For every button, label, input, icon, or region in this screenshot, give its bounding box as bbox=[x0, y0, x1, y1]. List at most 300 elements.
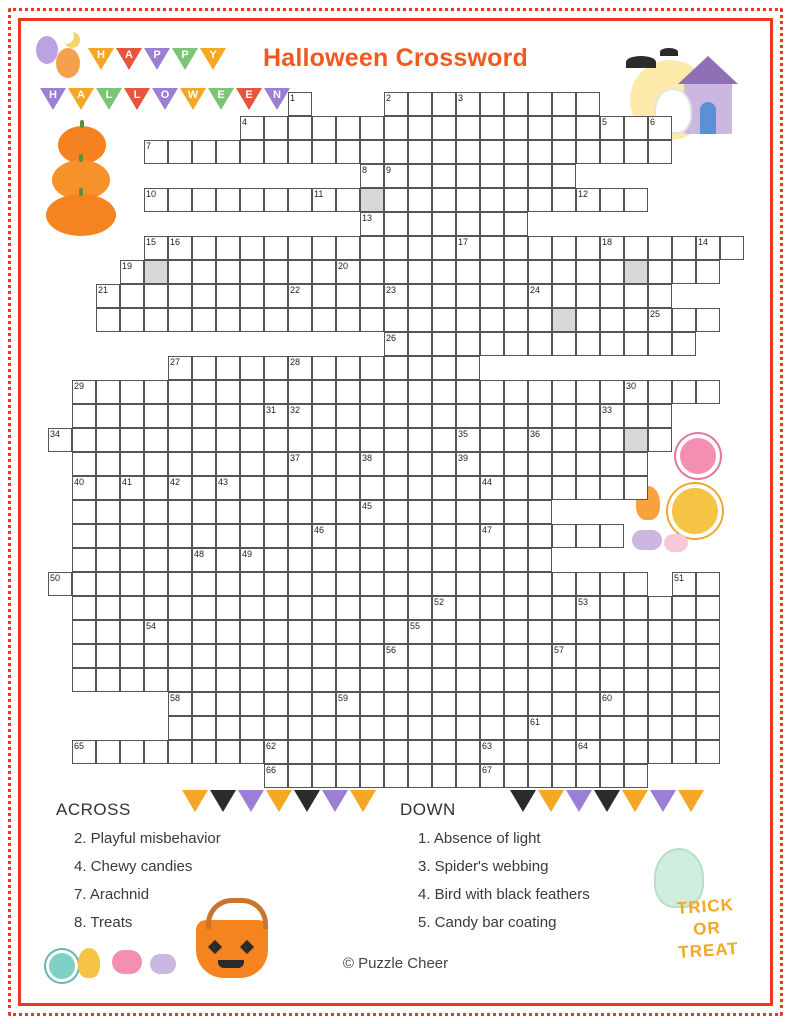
grid-cell[interactable] bbox=[648, 740, 672, 764]
grid-cell[interactable] bbox=[504, 668, 528, 692]
grid-cell[interactable] bbox=[432, 188, 456, 212]
grid-cell[interactable] bbox=[312, 524, 336, 548]
grid-cell[interactable] bbox=[624, 476, 648, 500]
grid-cell[interactable] bbox=[672, 332, 696, 356]
grid-cell[interactable] bbox=[528, 692, 552, 716]
grid-cell[interactable] bbox=[336, 380, 360, 404]
grid-cell[interactable] bbox=[480, 500, 504, 524]
grid-cell[interactable] bbox=[480, 116, 504, 140]
grid-cell[interactable] bbox=[312, 596, 336, 620]
grid-cell[interactable] bbox=[552, 164, 576, 188]
grid-cell[interactable] bbox=[96, 524, 120, 548]
grid-cell[interactable] bbox=[192, 188, 216, 212]
grid-cell[interactable] bbox=[240, 692, 264, 716]
grid-cell[interactable] bbox=[456, 764, 480, 788]
grid-cell[interactable] bbox=[120, 548, 144, 572]
grid-cell[interactable] bbox=[264, 308, 288, 332]
grid-cell[interactable] bbox=[384, 692, 408, 716]
grid-cell[interactable] bbox=[504, 476, 528, 500]
grid-cell[interactable] bbox=[480, 452, 504, 476]
grid-cell[interactable] bbox=[576, 236, 600, 260]
grid-cell[interactable] bbox=[600, 260, 624, 284]
grid-cell[interactable] bbox=[552, 524, 576, 548]
grid-cell[interactable] bbox=[576, 380, 600, 404]
grid-cell[interactable] bbox=[384, 620, 408, 644]
grid-cell[interactable] bbox=[504, 164, 528, 188]
grid-cell[interactable] bbox=[96, 644, 120, 668]
grid-cell[interactable] bbox=[168, 308, 192, 332]
grid-cell[interactable] bbox=[624, 236, 648, 260]
grid-cell[interactable] bbox=[240, 524, 264, 548]
grid-cell[interactable] bbox=[192, 524, 216, 548]
grid-cell[interactable] bbox=[432, 260, 456, 284]
grid-cell[interactable] bbox=[288, 764, 312, 788]
grid-cell[interactable] bbox=[192, 740, 216, 764]
grid-cell[interactable] bbox=[504, 188, 528, 212]
grid-cell[interactable] bbox=[120, 404, 144, 428]
grid-cell[interactable] bbox=[168, 740, 192, 764]
grid-cell[interactable] bbox=[576, 764, 600, 788]
grid-cell[interactable] bbox=[552, 692, 576, 716]
grid-cell[interactable] bbox=[240, 476, 264, 500]
grid-cell[interactable] bbox=[648, 380, 672, 404]
grid-cell[interactable] bbox=[528, 284, 552, 308]
grid-cell[interactable] bbox=[192, 356, 216, 380]
grid-cell[interactable] bbox=[288, 740, 312, 764]
grid-cell[interactable] bbox=[480, 92, 504, 116]
grid-cell[interactable] bbox=[168, 692, 192, 716]
grid-cell[interactable] bbox=[504, 308, 528, 332]
grid-cell[interactable] bbox=[384, 476, 408, 500]
grid-cell[interactable] bbox=[96, 620, 120, 644]
grid-cell[interactable] bbox=[360, 380, 384, 404]
grid-cell[interactable] bbox=[120, 740, 144, 764]
grid-cell[interactable] bbox=[432, 716, 456, 740]
grid-cell[interactable] bbox=[408, 476, 432, 500]
grid-cell[interactable] bbox=[624, 692, 648, 716]
grid-cell[interactable] bbox=[360, 164, 384, 188]
grid-cell[interactable] bbox=[456, 644, 480, 668]
grid-cell[interactable] bbox=[288, 356, 312, 380]
grid-cell[interactable] bbox=[408, 188, 432, 212]
grid-cell[interactable] bbox=[648, 284, 672, 308]
grid-cell[interactable] bbox=[360, 356, 384, 380]
grid-cell[interactable] bbox=[312, 404, 336, 428]
grid-cell[interactable] bbox=[432, 572, 456, 596]
grid-cell[interactable] bbox=[144, 572, 168, 596]
grid-cell[interactable] bbox=[384, 500, 408, 524]
grid-cell[interactable] bbox=[360, 572, 384, 596]
grid-cell[interactable] bbox=[456, 716, 480, 740]
grid-cell[interactable] bbox=[240, 404, 264, 428]
grid-cell[interactable] bbox=[504, 116, 528, 140]
grid-cell[interactable] bbox=[408, 92, 432, 116]
grid-cell[interactable] bbox=[696, 308, 720, 332]
grid-cell[interactable] bbox=[312, 260, 336, 284]
grid-cell[interactable] bbox=[552, 764, 576, 788]
grid-cell[interactable] bbox=[408, 140, 432, 164]
grid-cell[interactable] bbox=[120, 308, 144, 332]
grid-cell[interactable] bbox=[600, 380, 624, 404]
grid-cell[interactable] bbox=[624, 404, 648, 428]
grid-cell[interactable] bbox=[216, 548, 240, 572]
grid-cell[interactable] bbox=[528, 140, 552, 164]
grid-cell[interactable] bbox=[288, 572, 312, 596]
grid-cell[interactable] bbox=[504, 92, 528, 116]
grid-cell[interactable] bbox=[168, 236, 192, 260]
grid-cell[interactable] bbox=[528, 452, 552, 476]
grid-cell[interactable] bbox=[504, 500, 528, 524]
grid-cell[interactable] bbox=[168, 500, 192, 524]
grid-cell[interactable] bbox=[144, 548, 168, 572]
grid-cell[interactable] bbox=[120, 668, 144, 692]
grid-cell[interactable] bbox=[216, 692, 240, 716]
grid-cell[interactable] bbox=[408, 260, 432, 284]
grid-cell[interactable] bbox=[648, 308, 672, 332]
grid-cell[interactable] bbox=[648, 692, 672, 716]
grid-cell[interactable] bbox=[480, 308, 504, 332]
grid-cell[interactable] bbox=[456, 164, 480, 188]
grid-cell[interactable] bbox=[168, 548, 192, 572]
grid-cell[interactable] bbox=[528, 740, 552, 764]
grid-cell[interactable] bbox=[312, 500, 336, 524]
grid-cell[interactable] bbox=[504, 212, 528, 236]
grid-cell[interactable] bbox=[624, 188, 648, 212]
grid-cell[interactable] bbox=[288, 308, 312, 332]
grid-cell[interactable] bbox=[600, 644, 624, 668]
grid-cell[interactable] bbox=[240, 116, 264, 140]
grid-cell[interactable] bbox=[384, 764, 408, 788]
grid-cell[interactable] bbox=[192, 596, 216, 620]
grid-cell[interactable] bbox=[240, 308, 264, 332]
grid-cell[interactable] bbox=[96, 380, 120, 404]
grid-cell[interactable] bbox=[336, 236, 360, 260]
grid-cell[interactable] bbox=[264, 116, 288, 140]
grid-cell[interactable] bbox=[432, 644, 456, 668]
grid-cell[interactable] bbox=[528, 764, 552, 788]
grid-cell[interactable] bbox=[576, 692, 600, 716]
grid-cell[interactable] bbox=[504, 452, 528, 476]
grid-cell[interactable] bbox=[408, 452, 432, 476]
grid-cell[interactable] bbox=[192, 644, 216, 668]
grid-cell[interactable] bbox=[216, 572, 240, 596]
grid-cell[interactable] bbox=[624, 332, 648, 356]
grid-cell[interactable] bbox=[264, 596, 288, 620]
grid-cell[interactable] bbox=[96, 452, 120, 476]
grid-cell[interactable] bbox=[240, 668, 264, 692]
grid-cell[interactable] bbox=[624, 452, 648, 476]
grid-cell[interactable] bbox=[576, 92, 600, 116]
grid-cell[interactable] bbox=[312, 116, 336, 140]
grid-cell[interactable] bbox=[336, 524, 360, 548]
grid-cell[interactable] bbox=[456, 500, 480, 524]
grid-cell[interactable] bbox=[552, 140, 576, 164]
grid-cell[interactable] bbox=[312, 668, 336, 692]
grid-cell[interactable] bbox=[672, 716, 696, 740]
grid-cell[interactable] bbox=[240, 548, 264, 572]
grid-cell[interactable] bbox=[288, 524, 312, 548]
grid-cell[interactable] bbox=[384, 140, 408, 164]
grid-cell[interactable] bbox=[72, 500, 96, 524]
grid-cell[interactable] bbox=[504, 620, 528, 644]
grid-cell[interactable] bbox=[528, 236, 552, 260]
grid-cell[interactable] bbox=[168, 188, 192, 212]
grid-cell[interactable] bbox=[696, 596, 720, 620]
grid-cell[interactable] bbox=[600, 404, 624, 428]
grid-cell[interactable] bbox=[144, 500, 168, 524]
grid-cell[interactable] bbox=[576, 596, 600, 620]
grid-cell[interactable] bbox=[408, 428, 432, 452]
grid-cell[interactable] bbox=[624, 596, 648, 620]
grid-cell[interactable] bbox=[552, 260, 576, 284]
grid-cell[interactable] bbox=[480, 596, 504, 620]
grid-cell[interactable] bbox=[432, 236, 456, 260]
grid-cell[interactable] bbox=[192, 620, 216, 644]
grid-cell[interactable] bbox=[312, 740, 336, 764]
grid-cell[interactable] bbox=[504, 596, 528, 620]
grid-cell[interactable] bbox=[360, 740, 384, 764]
grid-cell[interactable] bbox=[312, 308, 336, 332]
grid-cell[interactable] bbox=[456, 404, 480, 428]
grid-cell[interactable] bbox=[360, 668, 384, 692]
grid-cell[interactable] bbox=[216, 428, 240, 452]
grid-cell[interactable] bbox=[360, 548, 384, 572]
grid-cell[interactable] bbox=[120, 572, 144, 596]
grid-cell[interactable] bbox=[432, 548, 456, 572]
grid-cell[interactable] bbox=[432, 476, 456, 500]
grid-cell[interactable] bbox=[696, 620, 720, 644]
grid-cell[interactable] bbox=[216, 596, 240, 620]
grid-cell[interactable] bbox=[48, 572, 72, 596]
grid-cell[interactable] bbox=[360, 644, 384, 668]
grid-cell[interactable] bbox=[384, 116, 408, 140]
grid-cell[interactable] bbox=[288, 644, 312, 668]
grid-cell[interactable] bbox=[528, 188, 552, 212]
grid-cell[interactable] bbox=[168, 572, 192, 596]
grid-cell[interactable] bbox=[600, 740, 624, 764]
grid-cell[interactable] bbox=[312, 452, 336, 476]
grid-cell[interactable] bbox=[120, 476, 144, 500]
grid-cell[interactable] bbox=[600, 140, 624, 164]
grid-cell[interactable] bbox=[192, 236, 216, 260]
grid-cell[interactable] bbox=[528, 92, 552, 116]
grid-cell[interactable] bbox=[552, 332, 576, 356]
grid-cell[interactable] bbox=[552, 428, 576, 452]
grid-cell[interactable] bbox=[552, 644, 576, 668]
grid-cell[interactable] bbox=[360, 284, 384, 308]
grid-cell[interactable] bbox=[216, 188, 240, 212]
grid-cell[interactable] bbox=[360, 692, 384, 716]
grid-cell[interactable] bbox=[336, 668, 360, 692]
grid-cell[interactable] bbox=[240, 500, 264, 524]
grid-cell[interactable] bbox=[192, 692, 216, 716]
grid-cell[interactable] bbox=[504, 764, 528, 788]
grid-cell[interactable] bbox=[504, 572, 528, 596]
grid-cell[interactable] bbox=[552, 668, 576, 692]
grid-cell[interactable] bbox=[648, 668, 672, 692]
grid-cell[interactable] bbox=[432, 332, 456, 356]
grid-cell[interactable] bbox=[312, 620, 336, 644]
grid-cell[interactable] bbox=[264, 284, 288, 308]
grid-cell[interactable] bbox=[120, 644, 144, 668]
grid-cell[interactable] bbox=[240, 236, 264, 260]
grid-cell[interactable] bbox=[576, 572, 600, 596]
grid-cell[interactable] bbox=[624, 740, 648, 764]
grid-cell[interactable] bbox=[576, 404, 600, 428]
grid-cell[interactable] bbox=[168, 668, 192, 692]
grid-cell[interactable] bbox=[504, 380, 528, 404]
grid-cell[interactable] bbox=[504, 692, 528, 716]
grid-cell[interactable] bbox=[192, 572, 216, 596]
grid-cell[interactable] bbox=[336, 500, 360, 524]
grid-cell[interactable] bbox=[384, 212, 408, 236]
grid-cell[interactable] bbox=[72, 668, 96, 692]
grid-cell[interactable] bbox=[288, 716, 312, 740]
grid-cell[interactable] bbox=[648, 236, 672, 260]
grid-cell[interactable] bbox=[288, 116, 312, 140]
grid-cell[interactable] bbox=[360, 260, 384, 284]
grid-cell[interactable] bbox=[432, 500, 456, 524]
grid-cell[interactable] bbox=[408, 524, 432, 548]
grid-cell[interactable] bbox=[216, 668, 240, 692]
grid-cell[interactable] bbox=[384, 404, 408, 428]
grid-cell[interactable] bbox=[360, 620, 384, 644]
grid-cell[interactable] bbox=[312, 188, 336, 212]
grid-cell[interactable] bbox=[192, 140, 216, 164]
grid-cell[interactable] bbox=[336, 308, 360, 332]
grid-cell[interactable] bbox=[72, 740, 96, 764]
grid-cell[interactable] bbox=[624, 116, 648, 140]
grid-cell[interactable] bbox=[432, 452, 456, 476]
grid-cell[interactable] bbox=[192, 308, 216, 332]
grid-cell[interactable] bbox=[576, 740, 600, 764]
grid-cell[interactable] bbox=[552, 572, 576, 596]
grid-cell[interactable] bbox=[648, 716, 672, 740]
grid-cell[interactable] bbox=[432, 380, 456, 404]
grid-cell[interactable] bbox=[576, 428, 600, 452]
grid-cell[interactable] bbox=[600, 452, 624, 476]
grid-cell[interactable] bbox=[480, 284, 504, 308]
grid-cell[interactable] bbox=[168, 404, 192, 428]
grid-cell[interactable] bbox=[360, 500, 384, 524]
grid-cell[interactable] bbox=[72, 620, 96, 644]
grid-cell[interactable] bbox=[432, 116, 456, 140]
grid-cell[interactable] bbox=[600, 428, 624, 452]
grid-cell[interactable] bbox=[288, 620, 312, 644]
grid-cell[interactable] bbox=[648, 404, 672, 428]
grid-cell[interactable] bbox=[312, 644, 336, 668]
grid-cell[interactable] bbox=[408, 356, 432, 380]
grid-cell[interactable] bbox=[456, 596, 480, 620]
grid-cell[interactable] bbox=[384, 332, 408, 356]
grid-cell[interactable] bbox=[288, 476, 312, 500]
grid-cell[interactable] bbox=[144, 404, 168, 428]
grid-cell[interactable] bbox=[216, 740, 240, 764]
grid-cell[interactable] bbox=[672, 236, 696, 260]
grid-cell[interactable] bbox=[240, 380, 264, 404]
grid-cell[interactable] bbox=[504, 140, 528, 164]
grid-cell[interactable] bbox=[696, 572, 720, 596]
grid-cell[interactable] bbox=[336, 716, 360, 740]
grid-cell[interactable] bbox=[528, 260, 552, 284]
grid-cell[interactable] bbox=[360, 716, 384, 740]
grid-cell[interactable] bbox=[600, 572, 624, 596]
grid-cell[interactable] bbox=[576, 668, 600, 692]
grid-cell[interactable] bbox=[168, 716, 192, 740]
grid-cell[interactable] bbox=[408, 764, 432, 788]
grid-cell[interactable] bbox=[144, 476, 168, 500]
grid-cell[interactable] bbox=[192, 380, 216, 404]
grid-cell[interactable] bbox=[576, 140, 600, 164]
grid-cell[interactable] bbox=[264, 548, 288, 572]
grid-cell[interactable] bbox=[624, 140, 648, 164]
grid-cell[interactable] bbox=[264, 380, 288, 404]
grid-cell[interactable] bbox=[216, 356, 240, 380]
crossword-grid[interactable] bbox=[48, 92, 748, 775]
grid-cell[interactable] bbox=[456, 332, 480, 356]
grid-cell[interactable] bbox=[288, 260, 312, 284]
grid-cell[interactable] bbox=[288, 452, 312, 476]
grid-cell[interactable] bbox=[432, 308, 456, 332]
grid-cell[interactable] bbox=[384, 356, 408, 380]
grid-cell[interactable] bbox=[336, 764, 360, 788]
grid-cell[interactable] bbox=[144, 740, 168, 764]
grid-cell[interactable] bbox=[456, 572, 480, 596]
grid-cell[interactable] bbox=[408, 644, 432, 668]
grid-cell[interactable] bbox=[600, 332, 624, 356]
grid-cell[interactable] bbox=[552, 716, 576, 740]
grid-cell[interactable] bbox=[696, 668, 720, 692]
grid-cell[interactable] bbox=[120, 380, 144, 404]
grid-cell[interactable] bbox=[312, 428, 336, 452]
grid-cell[interactable] bbox=[456, 236, 480, 260]
grid-cell[interactable] bbox=[264, 644, 288, 668]
grid-cell[interactable] bbox=[312, 140, 336, 164]
grid-cell[interactable] bbox=[576, 452, 600, 476]
grid-cell[interactable] bbox=[336, 644, 360, 668]
grid-cell[interactable] bbox=[408, 740, 432, 764]
grid-cell[interactable] bbox=[624, 716, 648, 740]
grid-cell[interactable] bbox=[504, 428, 528, 452]
grid-cell[interactable] bbox=[384, 740, 408, 764]
grid-cell[interactable] bbox=[456, 116, 480, 140]
grid-cell[interactable] bbox=[168, 356, 192, 380]
grid-cell[interactable] bbox=[336, 188, 360, 212]
grid-cell[interactable] bbox=[528, 524, 552, 548]
grid-cell[interactable] bbox=[240, 284, 264, 308]
grid-cell[interactable] bbox=[216, 644, 240, 668]
grid-cell[interactable] bbox=[120, 452, 144, 476]
grid-cell[interactable] bbox=[480, 548, 504, 572]
grid-cell[interactable] bbox=[552, 308, 576, 332]
grid-cell[interactable] bbox=[144, 188, 168, 212]
grid-cell[interactable] bbox=[384, 284, 408, 308]
grid-cell[interactable] bbox=[96, 596, 120, 620]
grid-cell[interactable] bbox=[384, 668, 408, 692]
grid-cell[interactable] bbox=[144, 524, 168, 548]
grid-cell[interactable] bbox=[384, 716, 408, 740]
grid-cell[interactable] bbox=[528, 116, 552, 140]
grid-cell[interactable] bbox=[144, 260, 168, 284]
grid-cell[interactable] bbox=[480, 164, 504, 188]
grid-cell[interactable] bbox=[408, 668, 432, 692]
grid-cell[interactable] bbox=[240, 716, 264, 740]
grid-cell[interactable] bbox=[504, 236, 528, 260]
grid-cell[interactable] bbox=[216, 500, 240, 524]
grid-cell[interactable] bbox=[264, 740, 288, 764]
grid-cell[interactable] bbox=[312, 572, 336, 596]
grid-cell[interactable] bbox=[216, 716, 240, 740]
